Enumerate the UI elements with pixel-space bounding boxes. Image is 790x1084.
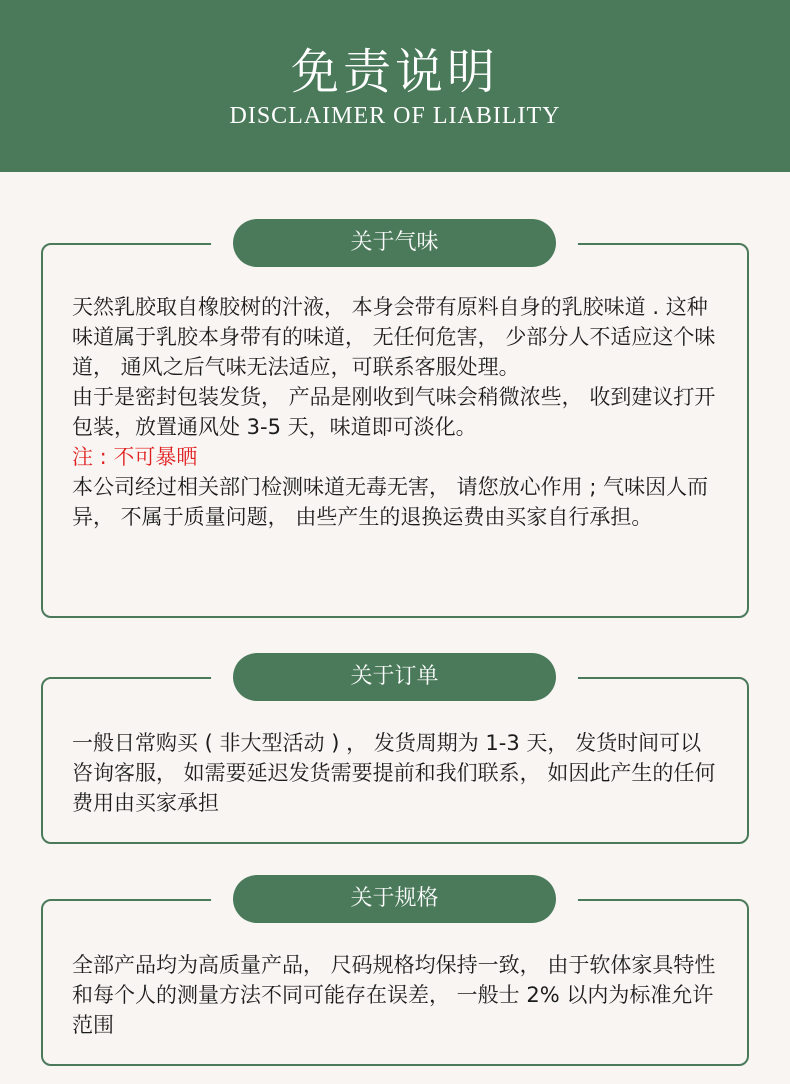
spec-paragraph-1: 全部产品均为高质量产品， 尺码规格均保持一致， 由于软体家具特性和每个人的测量方法不同可能存在误差， 一般士 2% 以内为标准允许范围 (72, 953, 716, 1037)
section-spec-title: 关于规格 (233, 875, 556, 923)
smell-warning: 注 : 不可暴晒 (72, 445, 198, 469)
section-order-title: 关于订单 (233, 653, 556, 701)
smell-paragraph-3: 本公司经过相关部门检测味道无毒无害， 请您放心作用 ; 气味因人而异， 不属于质量问题， 由些产生的退换运费由买家自行承担。 (72, 475, 709, 529)
section-smell-body (72, 292, 722, 532)
order-paragraph-1: 一般日常购买 ( 非大型活动 ) ， 发货周期为 1-3 天， 发货时间可以咨询客服， 如需要延迟发货需要提前和我们联系， 如因此产生的任何费用由买家承担 (72, 731, 716, 815)
smell-paragraph-1: 天然乳胶取自橡胶树的汁液， 本身会带有原料自身的乳胶味道 . 这种味道属于乳胶本身带有的味道， 无任何危害， 少部分人不适应这个味道， 通风之后气味无法适应，可联系客服处理。 (72, 295, 716, 379)
smell-paragraph-2: 由于是密封包装发货， 产品是刚收到气味会稍微浓些， 收到建议打开包装，放置通风处 3-5 天，味道即可淡化。 (72, 385, 716, 439)
section-order-body (72, 728, 722, 818)
page-subtitle: DISCLAIMER OF LIABILITY (229, 103, 561, 129)
section-smell-title: 关于气味 (233, 219, 556, 267)
header-banner (0, 0, 790, 172)
section-spec-body (72, 950, 722, 1040)
page-title: 免责说明 (290, 44, 499, 100)
